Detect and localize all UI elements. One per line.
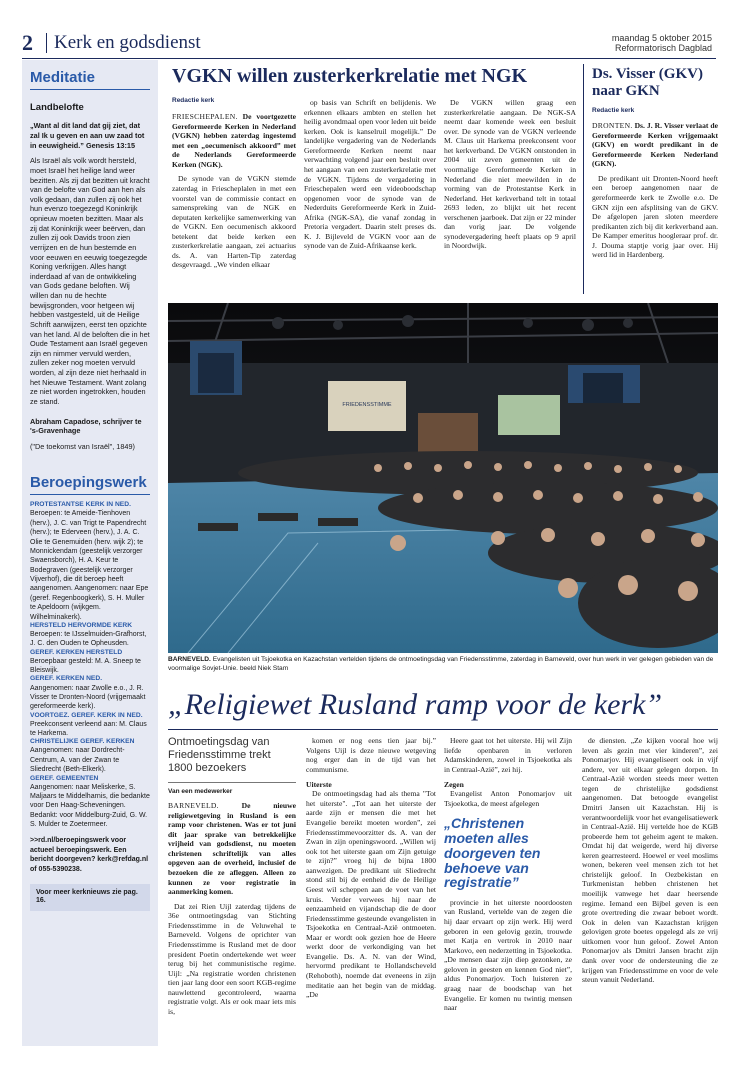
beroepingswerk-heading: Beroepingswerk [30, 474, 147, 492]
photo-caption [168, 656, 718, 673]
bw-church: CHRISTELIJKE GEREF. KERKEN [30, 738, 135, 746]
beroepingswerk-list [22, 495, 158, 874]
article3-col3c: provincie in het uiterste noordoosten van Rusland, vertelde van de zegen die hij daar ervaart op zijn werk. Hij werd geboren in een gelovig gezin, trouwde met Katja en vertrok in 2010 naar Markovo, een nederzetting in Tsjoekotka. „De mensen daar zijn diep gezonken, ze geloven in geesten en kennen God niet”, aldus Ponomarjov. Toch luisteren ze graag naar de boodschap van het Evangelie. Er komen nu twintig mensen naar [444, 897, 572, 1013]
bw-text: Beroepbaar gesteld: M. A. Sneep te Bleiswijk. [30, 657, 141, 675]
article3-byline: Van een medewerker [168, 787, 233, 795]
article2-byline: Redactie kerk [592, 107, 635, 114]
bw-text: Beroepen: te IJsselmuiden-Grafhorst, J. C. den Ouden te Opheusden. [30, 630, 147, 648]
article3-col3b: Evangelist Anton Ponomarjov uit Tsjoekotka, de meest afgelegen [444, 789, 572, 808]
article3-headline: „Religiewet Rusland ramp voor de kerk” [168, 688, 663, 721]
article3-place: BARNEVELD. [168, 801, 219, 811]
issue-info [612, 33, 712, 54]
article1-col1-text: De synode van de VGKN stemde zaterdag in Friescheplalen in met een voorstel van de commissie contact en samenspreking van de NGK en deputaten kerkelijke samenwerking van de VGKN. Een oecumenisch akkoord betekent dat beide kerken een zusterkerkrelatie aangaan, zei actuarius ds. A. van Harten-Tip zaterdag desgevraagd. „We vinden elkaar [172, 174, 296, 270]
caption-place: BARNEVELD. [168, 656, 211, 663]
article1-headline: VGKN willen zusterkerkrelatie met NGK [172, 65, 528, 87]
paper-name: Reformatorisch Dagblad [614, 43, 712, 54]
bw-church: GEREF. GEMEENTEN [30, 774, 99, 782]
article3-col1-body [168, 801, 296, 1046]
article1-place: FRIESCHEPALEN. [172, 112, 238, 121]
page-number: 2 [22, 30, 33, 55]
article2-place: DRONTEN. [592, 121, 633, 130]
article3-lead-text: De nieuwe religiewetgeving in Rusland is een ramp voor christenen. Was er tot juni dit jaar sprake van betrekkelijke vrijheid van godsdienst, nu moeten christenen schriftelijk van alles opgeven aan de overheid, inclusief de bezoeken die ze afleggen. Alleen zo kunnen ze voor registratie in aanmerking komen. [168, 801, 296, 897]
meditatie-source: ("De toekomst van Israël", 1849) [30, 441, 135, 451]
article3-sub-zegen: Zegen [444, 780, 464, 790]
article1-lead-text: De voortgezette Gereformeerde Kerken in Nederland (VGKN) hebben zaterdag ingestemd met een „oecumenisch akkoord” met de Nederlands Gereformeerde Kerken (NGK). [172, 112, 296, 169]
meditatie-body: Als Israël als volk wordt hersteld, moet Israël het heilige land weer bezitten. Als zij dat bezitten uit kracht van de belofte van God aan hen als volk gedaan, dan zullen zij ook het hun evenzo toegezegd Koninkrijk opnieuw moeten bezitten. Maar als zij dat Koninkrijk weer beërven, dan zullen zij ook Davids troon zien verrijzen en de hun bestemde en voor eeuwen en eeuwig toegezegde Koning verkrijgen. Alles hangt inderdaad af van de ontwikkeling van Gods gedane beloften. Wij willen dan nu de hechte bewijsgronden, voor hetgeen wij hebben vastgesteld, uit de Heilige Schrift aanwijzen, eerst ten opzichte van het land. Al de beloften die in het Oude Testament aan Israël gegeven zijn en nimmer vervuld werden, zullen zeker nog moeten vervuld worden, al zijn deze niet herhaald in het Nieuwe Testament. Want zolang ze niet worden ingetrokken, houden ze stand. [30, 156, 150, 406]
article3-col4 [582, 736, 718, 1058]
article3-col3a: Heere gaat tot het uiterste. Hij wil Zijn liefde openbaren in verloren Adamskinderen, zowel in Tsjoekotka als in Centraal-Azië”, zei hij. [444, 736, 572, 774]
bw-church: GEREF. KERKEN NED. [30, 675, 103, 683]
article1-col3 [444, 98, 576, 298]
bw-text: Aangenomen: naar Zwolle e.o., J. R. Visser te Dronten-Noord (vrijgemaakt gereformeerde kerk). [30, 684, 146, 711]
photo-credit: beeld Niek Stam [239, 664, 289, 672]
more-news-box: Voor meer kerknieuws zie pag. 16. [30, 884, 150, 911]
bw-section [30, 712, 150, 739]
bw-section [30, 649, 150, 676]
article3-col2 [306, 736, 436, 1058]
bw-section [30, 622, 150, 649]
bw-text: Preekconsent verleend aan: M. Claus te Harkema. [30, 720, 147, 738]
bw-section [30, 738, 150, 774]
bw-section [30, 775, 150, 830]
article2-text: De predikant uit Dronten-Noord heeft een beroep aangenomen naar de gereformeerde kerk te Zwolle e.o. De GKN zijn een afsplitsing van de GKV. De afgelopen jaren sloten meerdere predikanten zich bij dit kerkverband aan. De Kamper emeritus hoogleraar prof. dr. J. Douma staptje vorig jaar over. Hij werd lid in Hardenberg. [592, 173, 718, 260]
article3-col3 [444, 736, 572, 1058]
beroepingswerk-footer: >>rd.nl/beroepingswerk voor actueel beroepingswerk. Een bericht doorgeven? kerk@refdag.nl of 055-5390238. [30, 837, 149, 873]
bw-church: PROTESTANTSE KERK IN NED. [30, 501, 131, 509]
header-rule [22, 58, 716, 59]
article3-col3-top [444, 736, 572, 808]
bw-church: GEREF. KERKEN HERSTELD [30, 648, 123, 656]
header-divider [46, 33, 47, 53]
photo-illustration [168, 303, 718, 653]
meditatie-block [22, 90, 158, 451]
bw-section [30, 675, 150, 711]
article2-body [592, 121, 718, 296]
sidebar [22, 60, 158, 1046]
article1-lead [172, 112, 296, 169]
section-title: Kerk en godsdienst [54, 32, 201, 53]
article3-col2a: komen er nog eens tien jaar bij.” Volgens Uijl is deze nieuwe wetgeving nog erger dan in de tijd van het communisme. [306, 736, 436, 774]
article2-headline: Ds. Visser (GKV) naar GKN [592, 66, 703, 99]
bw-church: HERSTELD HERVORMDE KERK [30, 621, 133, 629]
article1-byline: Redactie kerk [172, 97, 215, 104]
pull-quote: „Christenen moeten alles doorgeven ten behoeve van registratie” [444, 815, 541, 891]
banner-text: FRIEDENSSTIMME [342, 402, 392, 408]
article3-col1-text: Dat zei Rien Uijl zaterdag tijdens de 36e ontmoetingsdag van Stichting Friedensstimme in de Veluwehal te Barneveld. Volgens de oprichter van Friedensstimme is Rusland met de door president Poetin ondertekende wet weer terug bij het communistische regime. Uijl: „Na registratie worden christenen tien jaar lang door een soort KGB-regime nauwlettend gecontroleerd, waarna registratie volgt. Als er ook maar iets mis is, [168, 901, 296, 1016]
article3-col2b: De ontmoetingsdag had als thema "Tot het uiterste". „Tot aan het uiterste der aarde zijn er mensen die met het Evangelie bereikt moeten worden”, zei Friedensstimmevoorzitter ds. A. van der Zwan in zijn openingswoord. „Willen wij ook tot het uiterste gaan om Zijn getuige te zijn?” vroeg hij de bijna 1800 aanwezigen. De predikant uit Sliedrecht stond stil bij de eenheid die de Heilige Geest wil scheppen aan de voet van het kruis. Verder verwees hij naar de eenzaamheid en vijandschap die de door Friedensstimme gesteunde evangelisten in Tsjoekotka en Centraal-Azië ontmoeten. Maar er wordt ook gezien hoe de Heere werkt door de verkondiging van het Evangelie. Ds. A. N. van der Wind, hervormd predikant te Hollandscheveld (Rehoboth), noemde dat eveneens in zijn meditatie aan het begin van de middag. „De [306, 789, 436, 1000]
article1-col2-text: op basis van Schrift en belijdenis. We erkennen elkaars ambten en stellen het heilig avondmaal open voor leden uit beide kerken. Ook is kanselruil mogelijk.” De landelijke vergadering van de Nederlands Gereformeerde Kerken neemt naar verwachting volgend jaar een besluit over het aangaan van een zusterkerkrelatie met de VGKN. Tijdens de vergadering in Frieschepalen werd een videoboodschap opgenomen voor de synode van de Nederduits Gereformeerde Kerk in Zuid-Afrika (NGK-SA), die vanaf zondag in Pretoria vergadert. Daarin stelt preses ds. K. J. Bijleveld de VGKN voor aan de synode van de Zuid-Afrikaanse kerk. [304, 98, 436, 251]
meditatie-quote: „Want al dit land dat gij ziet, dat zal Ik u geven en aan uw zaad tot in eeuwigheid.” Genesis 13:15 [30, 121, 145, 150]
article2-lead [592, 121, 718, 169]
bw-text: Aangenomen: naar Dordrecht-Centrum, A. van der Zwan te Sliedrecht (Beth-Elkerk). [30, 747, 125, 774]
article3-lead [168, 801, 296, 897]
subhead-rule [168, 782, 296, 783]
issue-date: maandag 5 oktober 2015 [611, 33, 712, 43]
bw-section [30, 501, 150, 622]
column-rule [583, 64, 584, 294]
bw-church: VOORTGEZ. GEREF. KERK IN NED. [30, 711, 143, 719]
caption-text: Evangelisten uit Tsjoekotka en Kazachstan vertelden tijdens de ontmoetingsdag van Friedensstimme, zaterdag in Barneveld, over hun werk in ver gelegen gebieden van de voormalige Sovjet-Unie. [168, 656, 714, 672]
bw-text: Aangenomen: naar Meliskerke, S. Maljaars te Middelharnis, die bedankte voor Den Haag-Scheveningen. Bedankt: voor Middelburg-Zuid, G. W. S. Mulder te Zoetermeer. [30, 783, 150, 829]
article3-col3-bottom [444, 898, 572, 1013]
article1-col2 [304, 98, 436, 298]
meditatie-heading: Meditatie [30, 69, 96, 86]
meditatie-author: Abraham Capadose, schrijver te 's-Gravenhage [30, 416, 142, 436]
article3-col4-text: de diensten. „Ze kijken vooral hoe wij leven als gezin met vier kinderen”, zei Ponomarjov. Hij evangeliseert ook in vijf andere, ver uit elkaar gelegen dorpen. In Centraal-Azië worden steeds meer wetten tegen de christelijke godsdienst aangenomen. Dat betoogde evangelist Dmitri Jansen uit Kazachstan. Hij is verantwoordelijk voor het evangelisatiewerk in Centraal-Azië. Hij vertelde hoe de KGB probeerde hem tot geheim agent te maken. Omdat hij dat weigerde, werd hij diverse keren gearresteerd. Hoewel er veel moslims wonen, bekeren veel mensen zich tot het christelijk geloof. In Oezbekistan en Turkmenistan hebben christenen het moeilijk vanwege het daar heersende regime. Iemand een Bijbel geven is een grote overtreding die zwaar beboet wordt. Ook in delen van Kazachstan krijgen gelovigen grote boetes opgelegd als ze vrij uitkomen voor hun geloof. Zowel Anton Ponomarjov als Dmitri Jansen bracht zijn dank over voor de ondersteuning die ze krijgen van Friedensstimme en voor de vele steun vanuit Nederland. [582, 736, 718, 985]
article1-col1 [172, 112, 296, 298]
article3-sub-uiterste: Uiterste [306, 780, 332, 790]
article3-rule [168, 729, 718, 730]
bw-text: Beroepen: te Ameide-Tienhoven (herv.), J. C. van Trigt te Papendrecht (herv.); te Ederveen (herv.), J. A. C. Olie te Genemuiden (herv. wijk 2); te Monnickendam (geestelijk verzorger Swaensborch), H. A. Keur te Bodegraven (geestelijk verzorger Vijverhof), die dit beroep heeft aangenomen. Aangenomen: naar Epe (geref. Regenboogkerk), S. H. Muller te Apeldoorn (wijkgem. Wilhelminakerk). [30, 510, 149, 621]
meditatie-title: Landbelofte [30, 102, 84, 113]
article3-subhead: Ontmoetingsdag van Friedensstimme trekt 1800 bezoekers [168, 736, 271, 775]
article3-col1 [168, 736, 296, 1046]
event-photo [168, 303, 718, 653]
article1-col3-text: De VGKN willen graag een zusterkerkrelatie aangaan. De NGK-SA neemt daar komende week een besluit over. De synode van de VGKN verleende M. Claus uit Harkema preekconsent voor het kerkverband. De VGKN ontstonden in 2004 uit zeven gemeenten uit de voormalige Gereformeerde Kerken in Nederland die niet meewilden in de vorming van de Protestantse Kerk in Nederland. Het kerkverband telt in totaal 2693 leden, zo blijkt uit het recent verschenen jaarboek. Dat zijn er 22 minder dan vorig jaar. De volgende synodevergadering heeft plaats op 9 april in Noordwijk. [444, 98, 576, 251]
article2-lead-text: Ds. J. R. Visser verlaat de Gereformeerde Kerken vrijgemaakt (GKV) en wordt predikant in de Gereformeerde Kerken Nederland (GKN). [592, 121, 718, 169]
